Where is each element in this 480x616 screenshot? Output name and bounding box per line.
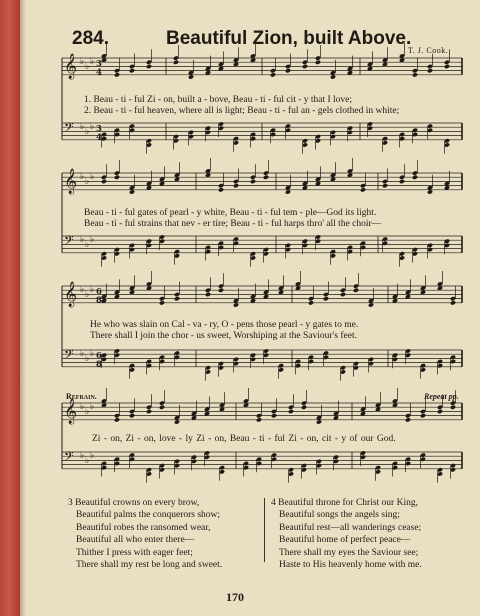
verse-4-line-2: Beautiful songs the angels sing; [279, 510, 400, 521]
verse-4-line-6: Haste to His heavenly home with me. [279, 560, 422, 571]
note-head [301, 405, 307, 410]
verse-4-line-5: There shall my eyes the Saviour see; [279, 547, 419, 558]
flat-icon: ♭ [80, 451, 85, 461]
treble-clef-icon: 𝄞 [64, 399, 78, 424]
verse-3-line-1: 3 Beautiful crowns on every brow, [68, 498, 200, 508]
note-head [412, 72, 418, 77]
system-2-lyric-1: Beau - ti - ful gates of pearl - y white, Beau - ti - ful tem - ple—God its light. [84, 208, 377, 218]
flat-icon: ♭ [85, 177, 90, 187]
flat-icon: ♭ [80, 57, 85, 67]
note-head [159, 405, 165, 410]
system-1-lyric-2: 2. Beau - ti - ful heaven, where all is light; Beau - ti - ful an - gels clothed in white; [84, 106, 400, 116]
note-head [250, 179, 256, 184]
time-signature: 4 [96, 67, 102, 78]
verse-3-line-4: Beautiful all who enter there— [76, 535, 195, 546]
verse-4 [271, 497, 422, 571]
note-head [315, 60, 321, 65]
note-head [302, 64, 308, 69]
note-head [444, 64, 450, 69]
note-head [270, 72, 276, 77]
time-signature: 3 [96, 59, 102, 69]
flat-icon: ♭ [80, 285, 85, 295]
note-head [174, 296, 180, 301]
note-head [129, 413, 135, 418]
note-head [450, 300, 456, 305]
note-head [218, 288, 224, 293]
note-head [233, 183, 239, 188]
flat-icon: ♭ [90, 285, 95, 295]
note-head [427, 68, 433, 73]
refrain-label: Refrain. [66, 392, 97, 401]
verse-3-line-6: There shall my rest be long and sweet. [76, 560, 223, 571]
note-head [114, 175, 120, 180]
flat-icon: ♭ [85, 354, 90, 364]
flat-icon: ♭ [90, 451, 95, 461]
repeat-label: Repeat pp. [424, 392, 459, 401]
note-head [420, 413, 426, 418]
note-head [288, 409, 294, 414]
time-signature: 3 [96, 124, 102, 134]
note-head [256, 417, 262, 422]
system-3-lyric-1: He who was slain on Cal - va - ry, O - pens those pearl - y gates to me. [90, 320, 359, 330]
flat-icon: ♭ [85, 240, 90, 250]
flat-icon: ♭ [85, 407, 90, 417]
verse-4-line-4: Beautiful home of perfect peace— [279, 535, 411, 546]
verse-3-line-2: Beautiful palms the conquerors show; [76, 510, 221, 521]
flat-icon: ♭ [80, 235, 85, 245]
note-head [285, 68, 291, 73]
system-1-lyric-1: 1. Beau - ti - ful Zi - on, built a - bove, Beau - ti - ful cit - y that I love; [84, 95, 353, 105]
note-head [340, 292, 346, 297]
note-head [412, 175, 418, 180]
flat-icon: ♭ [80, 172, 85, 182]
flat-icon: ♭ [90, 57, 95, 67]
note-head [405, 417, 411, 422]
flat-icon: ♭ [80, 402, 85, 412]
time-signature: 6 [96, 351, 102, 361]
flat-icon: ♭ [85, 62, 90, 72]
verse-3-line-3: Beautiful robes the ransomed wear, [76, 522, 211, 533]
flat-icon: ♭ [80, 349, 85, 359]
note-head [399, 179, 405, 184]
flat-icon: ♭ [90, 172, 95, 182]
note-head [437, 409, 443, 414]
note-head [382, 183, 388, 188]
note-head [308, 300, 314, 305]
bass-clef-icon: 𝄢 [64, 449, 74, 467]
note-head [450, 405, 456, 410]
note-head [271, 413, 277, 418]
treble-clef-icon: 𝄞 [64, 169, 78, 194]
note-head [323, 296, 329, 301]
composer-credit: T. J. Cook. [408, 46, 449, 55]
flat-icon: ♭ [85, 290, 90, 300]
note-head [114, 417, 120, 422]
verse-4-line-3: Beautiful rest—all wanderings cease; [279, 522, 422, 533]
system-3-lyric-2: There shall I join the chor - us sweet, Worshiping at the Saviour's feet. [90, 331, 357, 341]
note-head [146, 409, 152, 414]
note-head [353, 288, 359, 293]
note-head [159, 300, 165, 305]
verse-3-line-5: Thither I press with eager feet; [76, 547, 193, 558]
system-2-lyric-2: Beau - ti - ful strains that nev - er tire; Beau - ti - ful harps thro' all the choir— [84, 219, 382, 229]
page-number: 170 [226, 590, 244, 604]
note-head [205, 292, 211, 297]
flat-icon: ♭ [90, 402, 95, 412]
treble-clef-icon: 𝄞 [64, 54, 78, 79]
refrain-lyric: Zi - on, Zi - on, love - ly Zi - on, Beau - ti - ful Zi - on, cit - y of our God. [92, 434, 396, 444]
bass-clef-icon: 𝄢 [64, 120, 74, 138]
bass-clef-icon: 𝄢 [64, 347, 74, 365]
bass-clef-icon: 𝄢 [64, 233, 74, 251]
time-signature: 6 [96, 287, 102, 297]
flat-icon: ♭ [85, 127, 90, 137]
verse-3 [68, 497, 222, 571]
note-head [101, 179, 107, 184]
time-signature: 8 [96, 359, 102, 370]
note-head [129, 68, 135, 73]
flat-icon: ♭ [80, 122, 85, 132]
hymn-title: Beautiful Zion, built Above. [166, 28, 412, 49]
hymn-number: 284. [72, 28, 109, 49]
time-signature: 4 [96, 132, 102, 143]
flat-icon: ♭ [90, 235, 95, 245]
treble-clef-icon: 𝄞 [64, 282, 78, 307]
note-head [146, 64, 152, 69]
note-head [360, 187, 366, 192]
flat-icon: ♭ [85, 456, 90, 466]
note-head [218, 187, 224, 192]
note-head [173, 60, 179, 65]
verse-4-line-1: 4 Beautiful throne for Christ our King, [271, 498, 418, 508]
verse-divider [264, 498, 265, 562]
flat-icon: ♭ [90, 122, 95, 132]
note-head [114, 72, 120, 77]
flat-icon: ♭ [90, 349, 95, 359]
note-head [263, 175, 269, 180]
time-signature: 8 [96, 295, 102, 306]
